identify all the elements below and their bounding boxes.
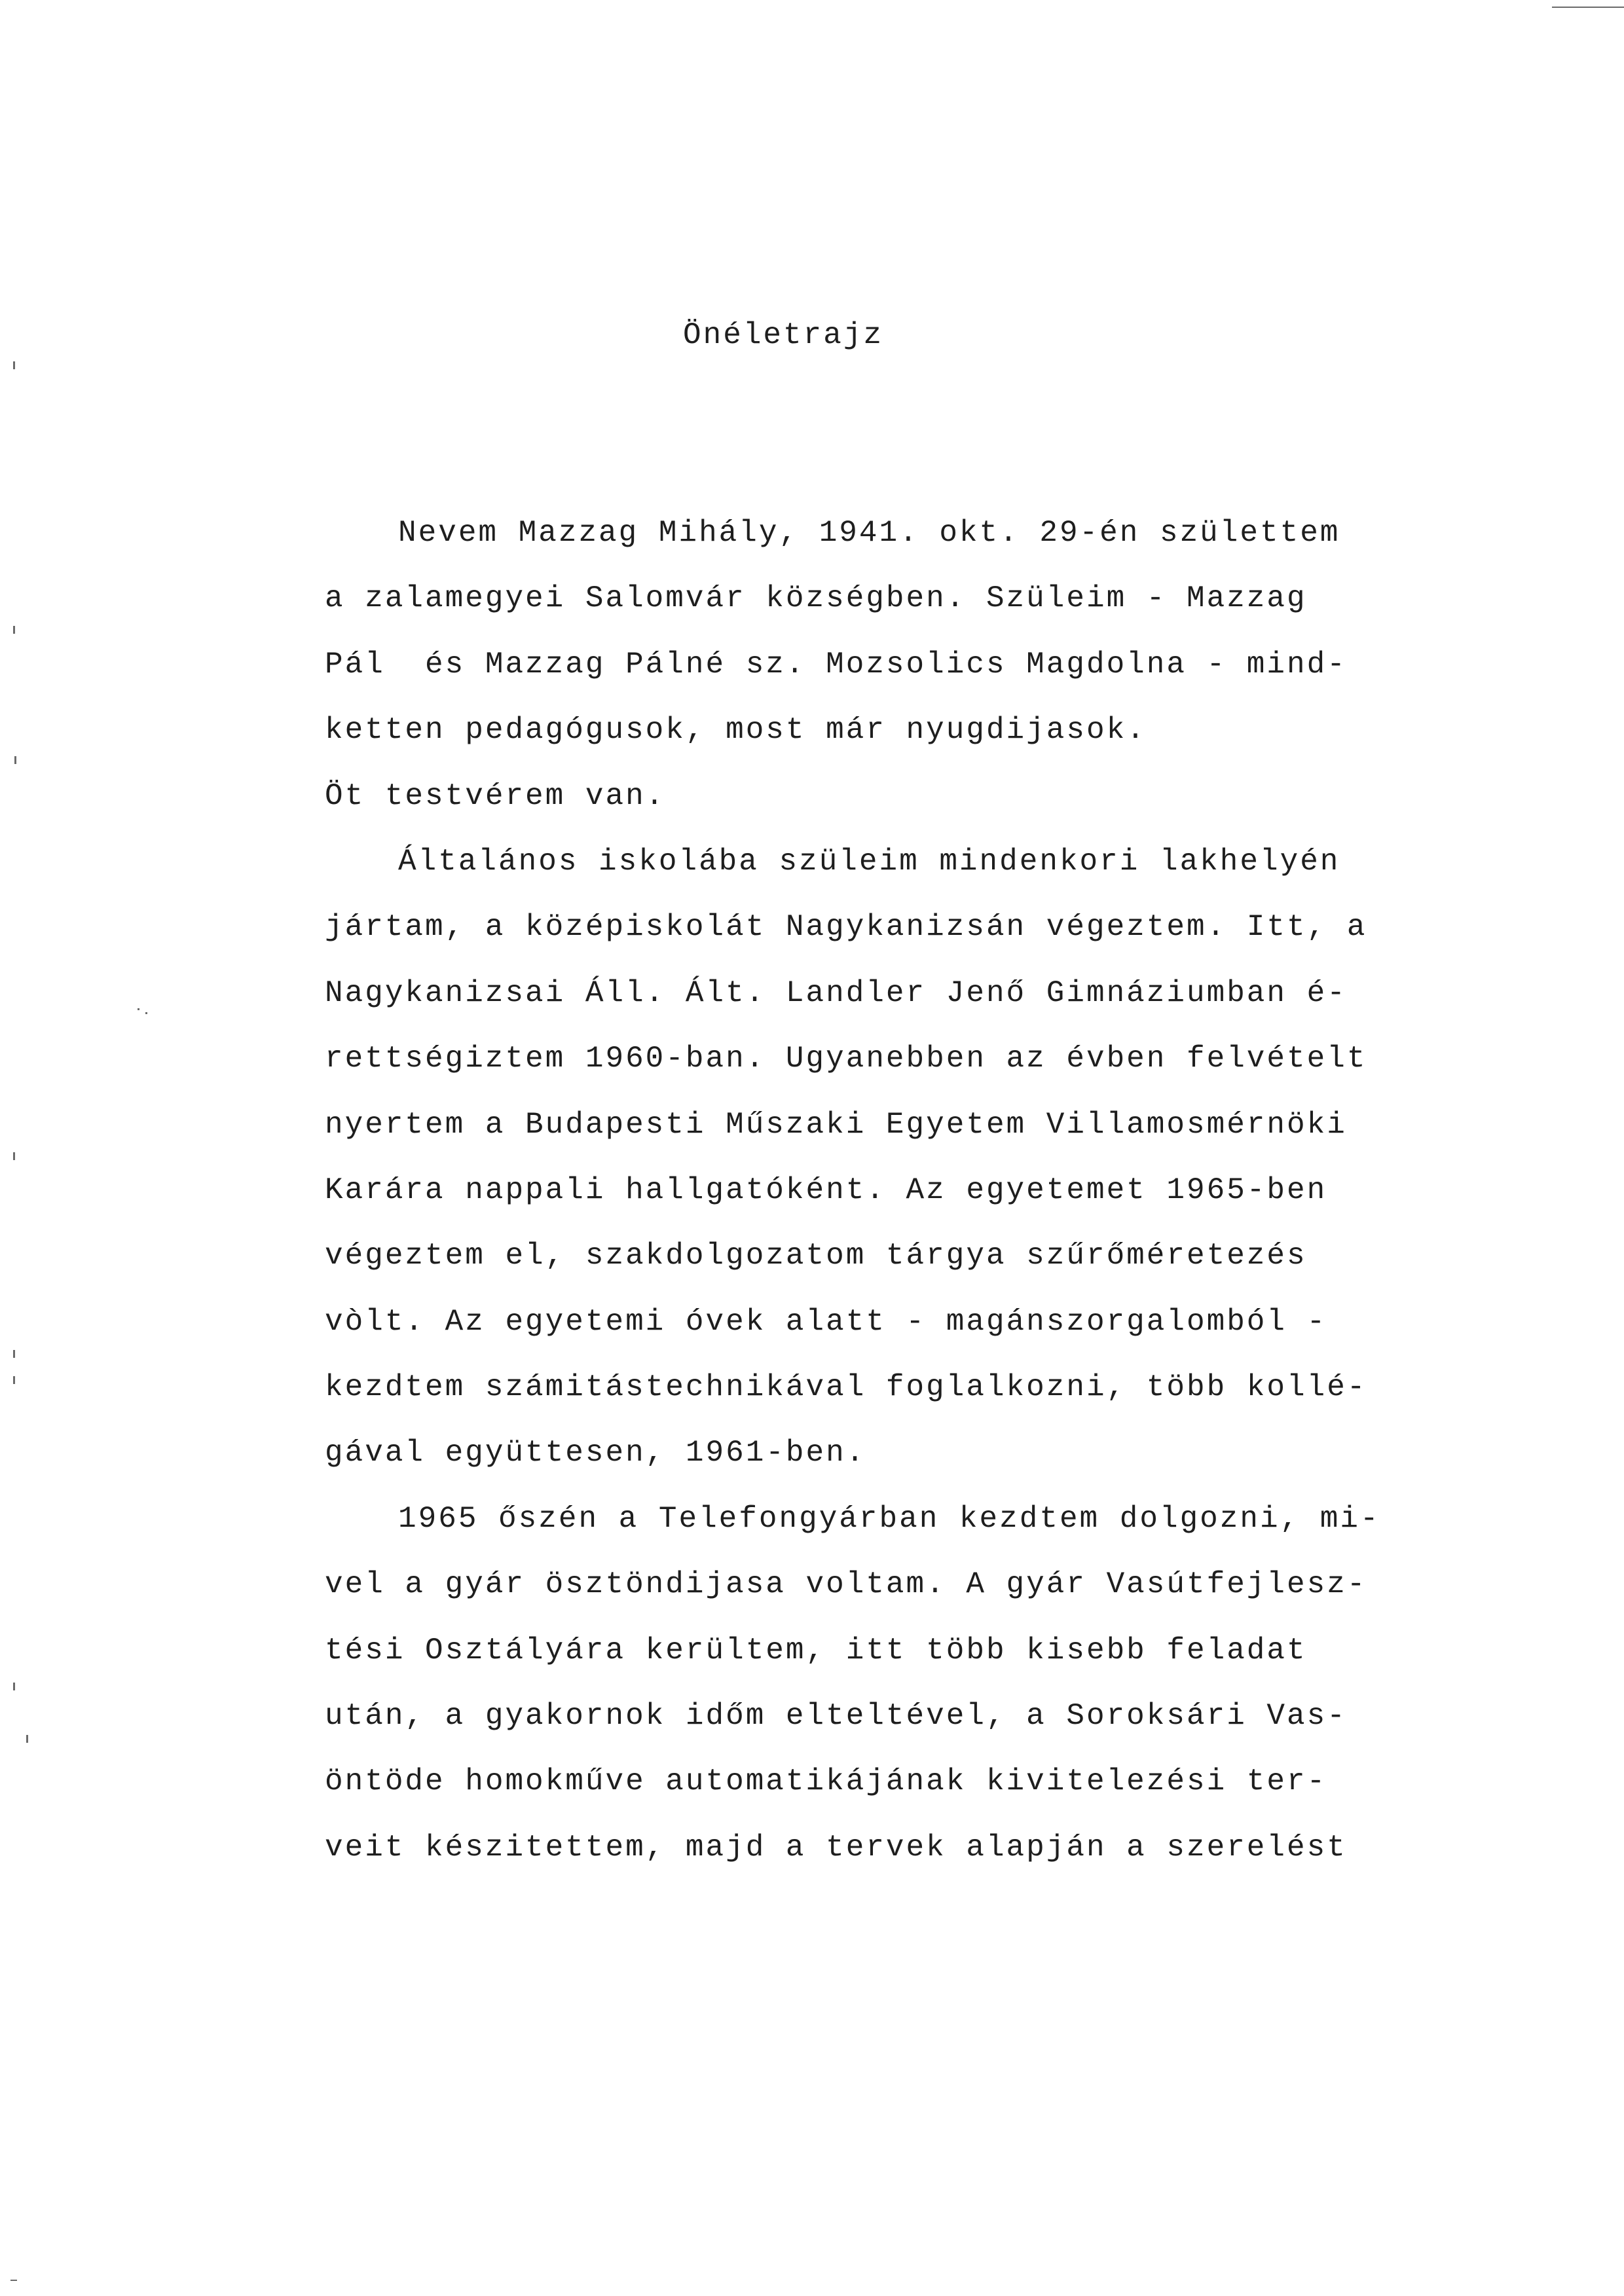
text-line: Nevem Mazzag Mihály, 1941. okt. 29-én születtem xyxy=(398,516,1340,550)
text-line: jártam, a középiskolát Nagykanizsán végeztem. Itt, a xyxy=(325,910,1367,945)
text-line: öntöde homokműve automatikájának kivitelezési ter- xyxy=(325,1764,1327,1799)
text-line: a zalamegyei Salomvár községben. Szüleim - Mazzag xyxy=(325,581,1307,616)
scan-artifact xyxy=(13,1683,15,1690)
text-line: tési Osztályára kerültem, itt több kisebb feladat xyxy=(325,1633,1307,1667)
scan-artifact xyxy=(1552,7,1624,8)
text-line: vòlt. Az egyetemi óvek alatt - magánszorgalomból - xyxy=(325,1304,1327,1339)
scan-artifact xyxy=(13,361,15,369)
text-line: kezdtem számitástechnikával foglalkozni, több kollé- xyxy=(325,1370,1367,1405)
scan-artifact xyxy=(13,1152,15,1160)
text-line: rettségiztem 1960-ban. Ugyanebben az évben felvételt xyxy=(325,1042,1367,1076)
scan-artifact xyxy=(26,1735,28,1743)
text-line: Karára nappali hallgatóként. Az egyetemet 1965-ben xyxy=(325,1173,1327,1207)
paragraph-3 xyxy=(325,1486,1438,1880)
text-line: 1965 őszén a Telefongyárban kezdtem dolgozni, mi- xyxy=(398,1501,1380,1536)
document-body xyxy=(325,500,1438,1880)
scan-artifact xyxy=(13,1376,15,1384)
scan-artifact xyxy=(145,1012,147,1014)
text-line: Általános iskolába szüleim mindenkori lakhelyén xyxy=(398,844,1340,879)
text-line: Pál és Mazzag Pálné sz. Mozsolics Magdolna - mind- xyxy=(325,647,1347,682)
text-line: Nagykanizsai Áll. Ált. Landler Jenő Gimnáziumban é- xyxy=(325,975,1347,1010)
text-line: vel a gyár ösztöndijasa voltam. A gyár Vasútfejlesz- xyxy=(325,1567,1367,1602)
scan-artifact xyxy=(13,626,15,634)
scan-artifact xyxy=(138,1008,139,1010)
text-line: végeztem el, szakdolgozatom tárgya szűrőméretezés xyxy=(325,1239,1307,1273)
scan-artifact xyxy=(14,756,16,764)
text-line: gával együttesen, 1961-ben. xyxy=(325,1436,866,1470)
scan-artifact xyxy=(13,1350,15,1358)
paragraph-1 xyxy=(325,500,1438,829)
paragraph-2 xyxy=(325,829,1438,1486)
text-line: nyertem a Budapesti Műszaki Egyetem Villamosmérnöki xyxy=(325,1107,1347,1142)
text-line: ketten pedagógusok, most már nyugdijasok. xyxy=(325,713,1147,748)
document-title: Önéletrajz xyxy=(683,318,884,352)
text-line: veit készitettem, majd a tervek alapján a szerelést xyxy=(325,1830,1347,1865)
scan-artifact xyxy=(10,2280,17,2281)
text-line: után, a gyakornok időm elteltével, a Soroksári Vas- xyxy=(325,1699,1347,1734)
text-line: Öt testvérem van. xyxy=(325,778,666,813)
